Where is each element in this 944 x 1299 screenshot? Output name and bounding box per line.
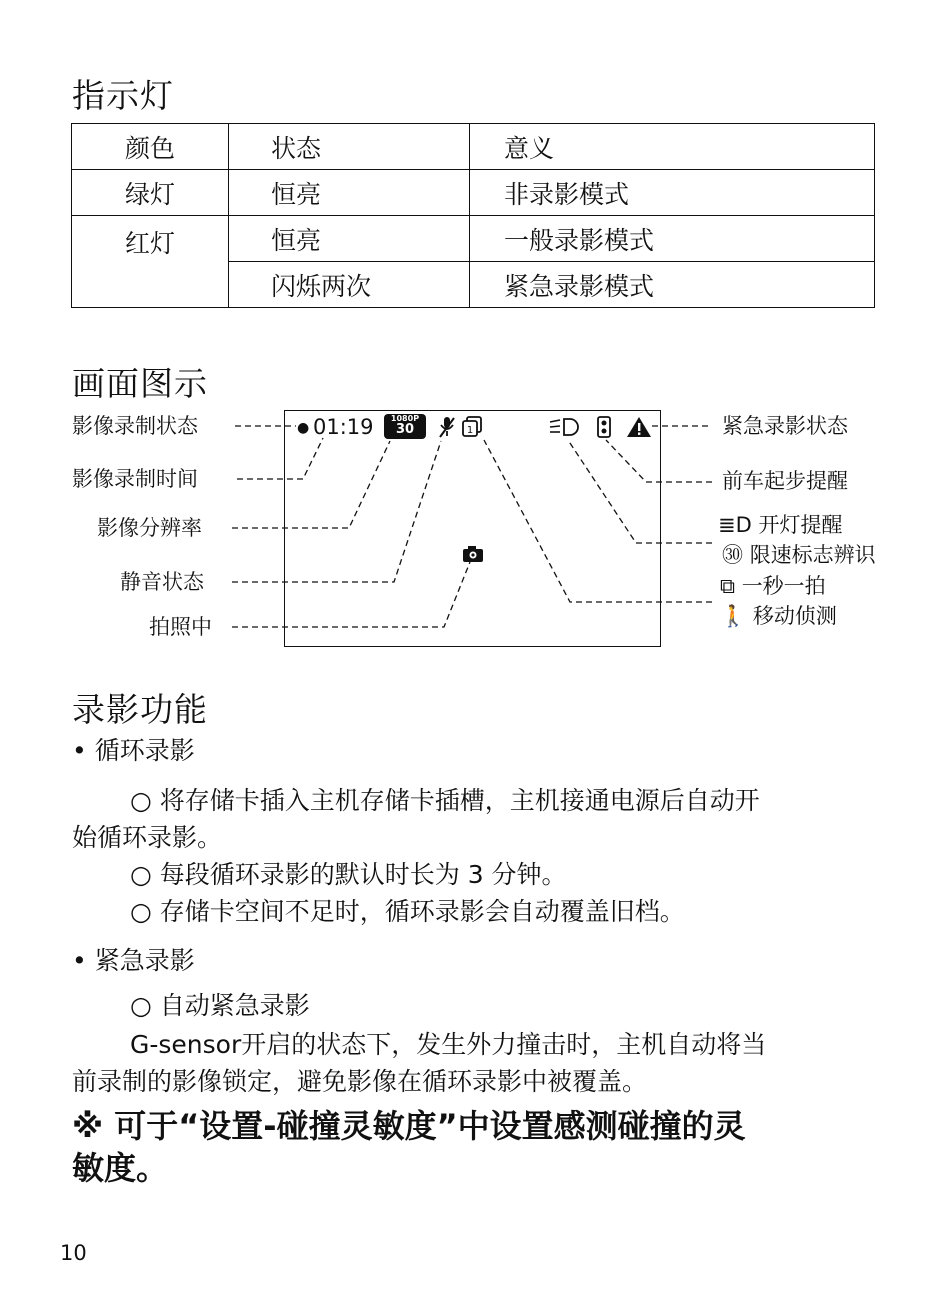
recording-dot-icon: ●: [297, 420, 310, 436]
page-number: 10: [60, 1241, 87, 1265]
bullet-loop-recording: [72, 733, 195, 769]
table-cell-state: 恒亮: [229, 216, 470, 262]
legend-speed-sign: [722, 542, 876, 568]
svg-text:1: 1: [466, 425, 474, 436]
bullet-text: 紧急录影: [94, 946, 195, 975]
loop-line-4: ○ 存储卡空间不足时，循环录影会自动覆盖旧档。: [130, 897, 685, 926]
label-recording-status: 影像录制状态: [72, 414, 198, 438]
speed-limit-icon: ㉚: [722, 543, 743, 567]
diagram-heading: 画面图示: [72, 364, 208, 403]
label-mute-status: 静音状态: [120, 570, 204, 594]
emergency-line-3: 前录制的影像锁定，避免影像在循环录影中被覆盖。: [72, 1067, 648, 1096]
bullet-icon: •: [72, 946, 87, 975]
bullet-icon: •: [72, 736, 87, 765]
emergency-line-1: ○ 自动紧急录影: [130, 991, 310, 1020]
warning-icon: [626, 416, 652, 438]
table-cell-meaning: 一般录影模式: [470, 216, 875, 262]
label-emergency-status: 紧急录影状态: [722, 414, 848, 438]
motion-detect-icon: 🚶: [720, 604, 747, 628]
recording-heading: 录影功能: [72, 690, 208, 729]
indicator-heading: 指示灯: [72, 76, 174, 115]
screen-preview: [284, 410, 661, 647]
emergency-line-2: G-sensor开启的状态下，发生外力撞击时，主机自动将当: [130, 1030, 767, 1059]
legend-interval-photo: [720, 573, 826, 599]
interval-photo-icon: [461, 415, 483, 439]
table-cell-meaning: 紧急录影模式: [470, 262, 875, 308]
column-header-meaning: 意义: [470, 124, 875, 170]
label-motion-detect: 移动侦测: [752, 604, 837, 628]
loop-line-1: ○ 将存储卡插入主机存储卡插槽，主机接通电源后自动开: [130, 786, 760, 815]
headlight-icon: [548, 416, 582, 438]
column-header-color: 颜色: [72, 124, 229, 170]
legend-motion-detect: [720, 603, 837, 629]
resolution-text: 1080P: [390, 414, 420, 423]
table-cell-state: 恒亮: [229, 170, 470, 216]
screen-recording-time: 01:19: [313, 415, 374, 439]
mute-mic-icon: [437, 415, 457, 439]
camera-icon: [462, 545, 484, 563]
bullet-text: 循环录影: [94, 736, 195, 765]
interval-photo-icon: ⧉: [720, 574, 735, 598]
bullet-emergency-recording: [72, 943, 195, 979]
label-taking-photo: 拍照中: [149, 615, 212, 639]
label-recording-time: 影像录制时间: [72, 467, 198, 491]
note-line-1: ※ 可于“设置-碰撞灵敏度”中设置感测碰撞的灵: [72, 1107, 746, 1145]
table-cell-color: 绿灯: [72, 170, 229, 216]
headlight-icon: ≣D: [718, 513, 752, 537]
label-front-car-start: 前车起步提醒: [722, 469, 848, 493]
legend-headlight: [718, 512, 842, 538]
table-cell-meaning: 非录影模式: [470, 170, 875, 216]
label-interval-photo: 一秒一拍: [741, 574, 826, 598]
note-line-2: 敏度。: [72, 1149, 169, 1187]
label-speed-sign: 限速标志辨识: [749, 543, 876, 567]
label-headlight-reminder: 开灯提醒: [758, 513, 843, 537]
loop-line-2: 始循环录影。: [72, 823, 223, 852]
resolution-badge: [384, 414, 426, 439]
table-cell-color: 红灯: [72, 216, 229, 308]
label-resolution: 影像分辨率: [97, 516, 202, 540]
column-header-state: 状态: [229, 124, 470, 170]
traffic-light-icon: [596, 415, 612, 439]
table-cell-state: 闪烁两次: [229, 262, 470, 308]
fps-text: 30: [395, 422, 415, 437]
loop-line-3: ○ 每段循环录影的默认时长为 3 分钟。: [130, 860, 567, 889]
